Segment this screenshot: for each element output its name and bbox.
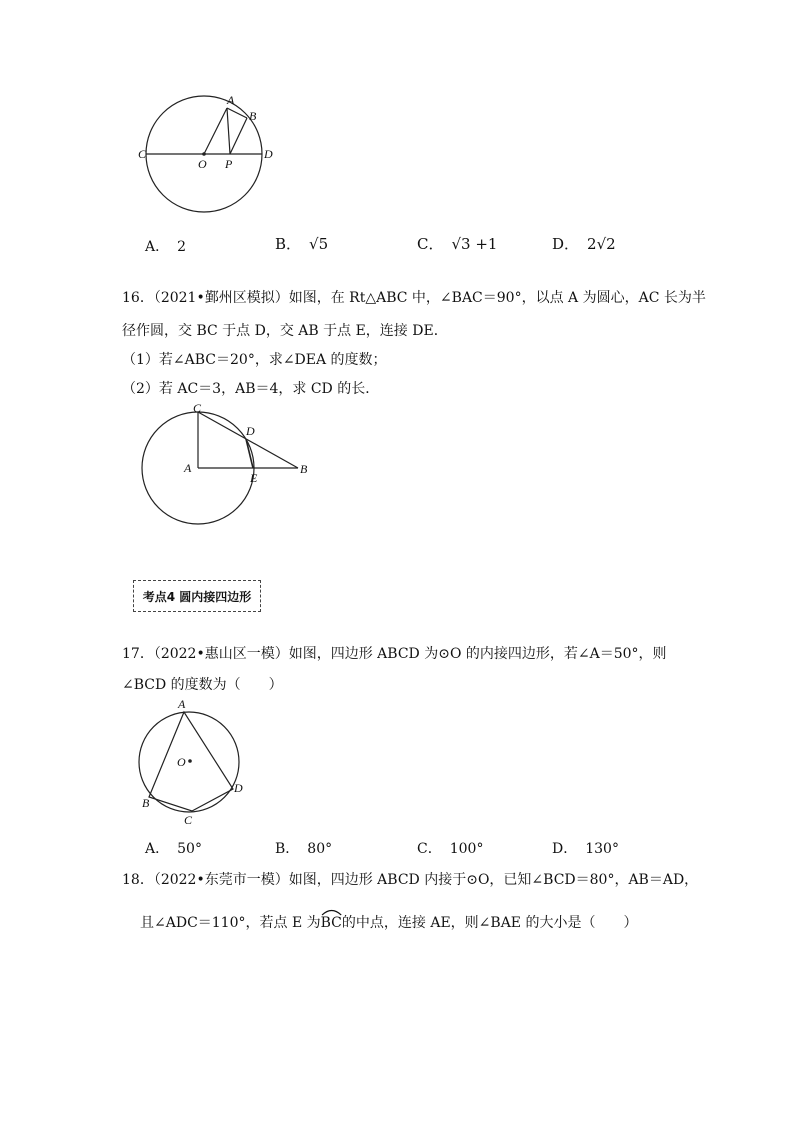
section-title: 考点4 圆内接四边形 (142, 589, 252, 604)
q16-line-1 (122, 287, 706, 307)
q17-choice-b[interactable] (275, 838, 332, 858)
q17-choice-c[interactable] (417, 838, 483, 858)
q17-label-c: C (184, 813, 193, 826)
q16-line-2: 径作圆，交 BC 于点 D，交 AB 于点 E，连接 DE． (122, 323, 448, 339)
arc-mark-icon (321, 908, 342, 916)
q17-line-1 (122, 643, 667, 663)
choice-label: A． (145, 841, 170, 857)
q15-label-o: O (198, 157, 207, 171)
choice-value: 2√2 (587, 235, 616, 253)
choice-value: 2 (177, 239, 187, 255)
q15-choice-d[interactable] (552, 233, 616, 254)
q18-line-2 (140, 912, 637, 932)
q15-label-a: A (227, 93, 235, 107)
q18-text-2a: 且∠ADC＝110°，若点 E 为 (140, 915, 321, 931)
q15-label-d: D (264, 147, 273, 161)
choice-value: √5 (309, 235, 329, 253)
q15-center-dot (202, 152, 206, 156)
q15-label-p: P (225, 157, 233, 171)
q15-segment-pb (230, 118, 247, 154)
q15-choice-a[interactable] (145, 236, 186, 256)
q16-label-a: A (184, 461, 192, 475)
choice-label: C． (417, 841, 442, 857)
q17-choice-d[interactable] (552, 838, 619, 858)
choice-label: C． (417, 235, 444, 253)
q17-text-1: 如图，四边形 ABCD 为⊙O 的内接四边形，若∠A＝50°，则 (288, 646, 667, 662)
choice-value: √3 +1 (451, 235, 498, 253)
q16-sub-1: （1）若∠ABC＝20°，求∠DEA 的度数； (122, 352, 387, 368)
choice-label: B． (275, 841, 300, 857)
choice-value: 80° (307, 841, 333, 857)
q15-segment-ab (227, 108, 247, 118)
choice-value: 50° (177, 841, 202, 857)
choice-value: 130° (585, 841, 619, 857)
q15-figure (130, 90, 290, 220)
q16-text-1: 如图，在 Rt△ABC 中，∠BAC＝90°，以点 A 为圆心，AC 长为半 (288, 290, 706, 306)
q18-line-1 (122, 869, 698, 889)
section-box (133, 580, 261, 612)
q17-label-d: D (234, 781, 243, 795)
q16-label-d: D (246, 424, 255, 438)
q15-label-b: B (249, 109, 257, 123)
q15-label-c: C (138, 147, 147, 161)
q17-choice-a[interactable] (145, 838, 202, 858)
q15-choice-b[interactable] (275, 233, 328, 254)
q16-label-c: C (193, 401, 202, 415)
q16-number: 16． (122, 290, 154, 306)
q17-label-o: O (177, 755, 186, 769)
q17-center-dot (188, 759, 192, 763)
choice-label: A． (145, 239, 170, 255)
q18-arc-text: BC (320, 915, 342, 931)
q17-figure (132, 696, 252, 826)
q17-label-b: B (142, 796, 150, 810)
q17-line-2: ∠BCD 的度数为（ ） (122, 677, 283, 693)
q15-choice-c[interactable] (417, 233, 497, 254)
choice-label: D． (552, 841, 578, 857)
q15-segment-ap (227, 108, 230, 154)
choice-label: D． (552, 235, 580, 253)
q18-source: （2022•东莞市一模） (153, 872, 289, 888)
q16-sub-2: （2）若 AC＝3，AB＝4，求 CD 的长． (122, 381, 380, 397)
q16-label-e: E (250, 471, 258, 485)
q15-segment-oa (204, 108, 227, 154)
q18-number: 18． (122, 872, 154, 888)
q17-source: （2022•惠山区一模） (153, 646, 289, 662)
q16-label-b: B (300, 462, 308, 476)
q18-arc-bc (321, 915, 342, 931)
choice-label: B． (275, 235, 302, 253)
q18-text-2b: 的中点，连接 AE，则∠BAE 的大小是（ ） (341, 915, 638, 931)
q18-text-1: 如图，四边形 ABCD 内接于⊙O，已知∠BCD＝80°，AB＝AD， (288, 872, 699, 888)
q17-label-a: A (178, 697, 186, 711)
choice-value: 100° (449, 841, 484, 857)
q16-source: （2021•鄞州区模拟） (153, 290, 289, 306)
q16-segment-cb (198, 412, 298, 468)
q16-figure (138, 400, 318, 530)
q17-number: 17． (122, 646, 154, 662)
